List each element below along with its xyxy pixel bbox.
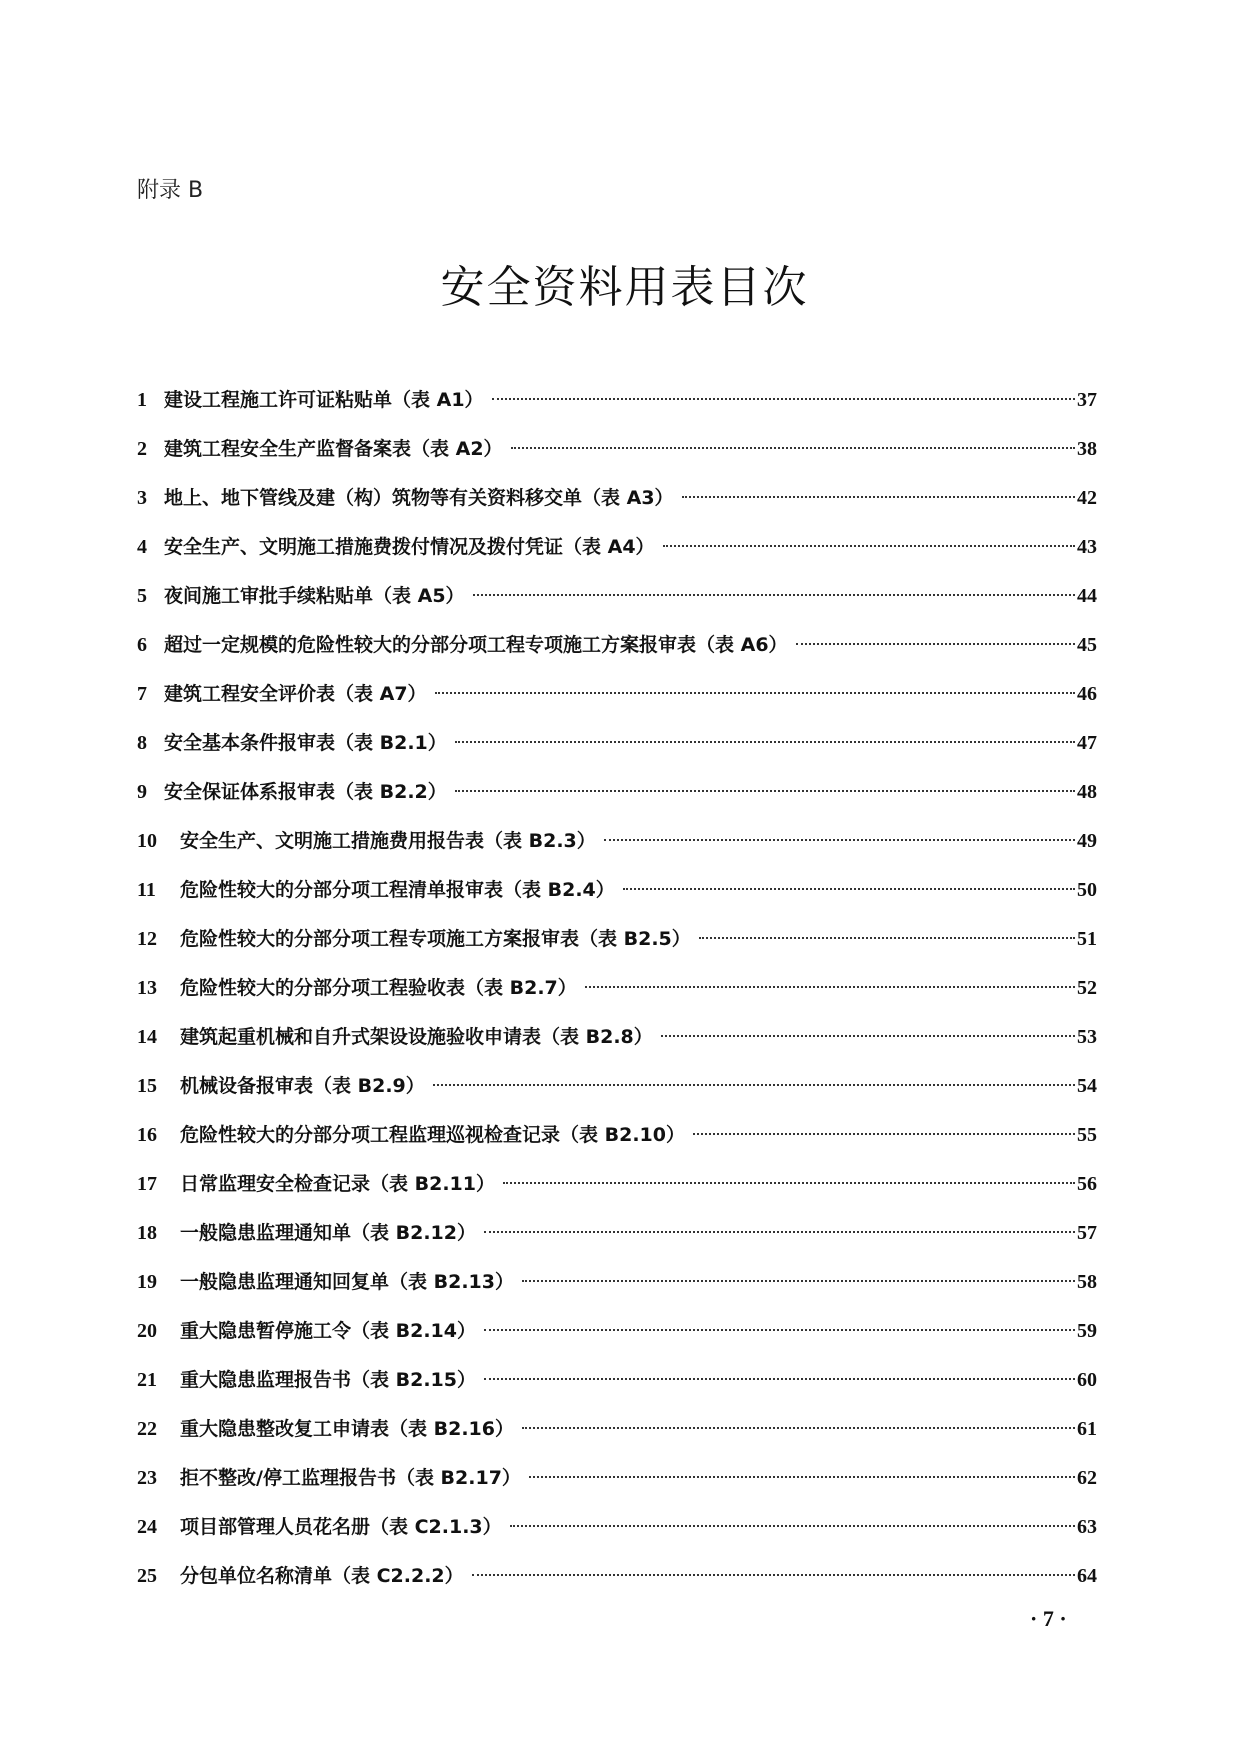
toc-dot-leader xyxy=(473,594,1075,596)
toc-entry-number: 23 xyxy=(137,1467,157,1489)
toc-entry-title: 项目部管理人员花名册（表 C2.1.3） xyxy=(180,1516,502,1538)
toc-entry-number: 5 xyxy=(137,585,147,607)
toc-entry[interactable] xyxy=(137,1167,1097,1216)
toc-entry[interactable] xyxy=(137,1118,1097,1167)
toc-dot-leader xyxy=(522,1427,1075,1429)
toc-entry-number: 15 xyxy=(137,1075,157,1097)
toc-entry[interactable] xyxy=(137,971,1097,1020)
toc-dot-leader xyxy=(796,643,1075,645)
page-title: 安全资料用表目次 xyxy=(440,262,809,313)
toc-entry[interactable] xyxy=(137,824,1097,873)
toc-entry-title: 危险性较大的分部分项工程清单报审表（表 B2.4） xyxy=(180,879,615,901)
toc-entry[interactable] xyxy=(137,1461,1097,1510)
toc-entry-title: 拒不整改/停工监理报告书（表 B2.17） xyxy=(180,1467,521,1489)
toc-entry-page: 58 xyxy=(1077,1271,1097,1293)
toc-dot-leader xyxy=(433,1084,1075,1086)
toc-entry-number: 9 xyxy=(137,781,147,803)
toc-entry-number: 11 xyxy=(137,879,156,901)
toc-dot-leader xyxy=(529,1476,1075,1478)
toc-dot-leader xyxy=(623,888,1075,890)
toc-entry-title: 安全生产、文明施工措施费用报告表（表 B2.3） xyxy=(180,830,596,852)
toc-dot-leader xyxy=(484,1378,1075,1380)
toc-dot-leader xyxy=(663,545,1075,547)
toc-entry-title: 一般隐患监理通知单（表 B2.12） xyxy=(180,1222,476,1244)
toc-entry[interactable] xyxy=(137,1363,1097,1412)
toc-entry-page: 59 xyxy=(1077,1320,1097,1342)
toc-entry-number: 12 xyxy=(137,928,157,950)
toc-entry-page: 53 xyxy=(1077,1026,1097,1048)
toc-entry-title: 地上、地下管线及建（构）筑物等有关资料移交单（表 A3） xyxy=(164,487,674,509)
toc-entry[interactable] xyxy=(137,579,1097,628)
toc-entry-number: 25 xyxy=(137,1565,157,1587)
toc-dot-leader xyxy=(682,496,1075,498)
toc-entry-title: 夜间施工审批手续粘贴单（表 A5） xyxy=(164,585,465,607)
toc-entry[interactable] xyxy=(137,1412,1097,1461)
toc-dot-leader xyxy=(503,1182,1075,1184)
toc-entry-title: 建筑起重机械和自升式架设设施验收申请表（表 B2.8） xyxy=(180,1026,653,1048)
toc-entry-page: 62 xyxy=(1077,1467,1097,1489)
toc-entry-title: 重大隐患暂停施工令（表 B2.14） xyxy=(180,1320,476,1342)
toc-entry-number: 21 xyxy=(137,1369,157,1391)
toc-dot-leader xyxy=(661,1035,1075,1037)
toc-entry-number: 4 xyxy=(137,536,147,558)
toc-entry-page: 43 xyxy=(1077,536,1097,558)
toc-dot-leader xyxy=(455,790,1075,792)
toc-entry-title: 建设工程施工许可证粘贴单（表 A1） xyxy=(164,389,484,411)
toc-dot-leader xyxy=(492,398,1075,400)
toc-entry-page: 47 xyxy=(1077,732,1097,754)
toc-dot-leader xyxy=(435,692,1075,694)
toc-entry-page: 52 xyxy=(1077,977,1097,999)
page-number: · 7 · xyxy=(1030,1606,1067,1631)
toc-entry-title: 超过一定规模的危险性较大的分部分项工程专项施工方案报审表（表 A6） xyxy=(164,634,788,656)
toc-entry-number: 10 xyxy=(137,830,157,852)
toc-entry-title: 分包单位名称清单（表 C2.2.2） xyxy=(180,1565,464,1587)
toc-entry-page: 42 xyxy=(1077,487,1097,509)
toc-entry-page: 38 xyxy=(1077,438,1097,460)
toc-entry[interactable] xyxy=(137,677,1097,726)
toc-entry-title: 危险性较大的分部分项工程验收表（表 B2.7） xyxy=(180,977,577,999)
toc-entry[interactable] xyxy=(137,1265,1097,1314)
toc-entry[interactable] xyxy=(137,432,1097,481)
toc-entry-title: 安全生产、文明施工措施费拨付情况及拨付凭证（表 A4） xyxy=(164,536,655,558)
toc-entry-page: 37 xyxy=(1077,389,1097,411)
toc-dot-leader xyxy=(511,447,1075,449)
toc-dot-leader xyxy=(484,1231,1075,1233)
toc-entry-page: 45 xyxy=(1077,634,1097,656)
toc-dot-leader xyxy=(604,839,1075,841)
toc-entry-title: 日常监理安全检查记录（表 B2.11） xyxy=(180,1173,495,1195)
toc-entry-page: 63 xyxy=(1077,1516,1097,1538)
toc-dot-leader xyxy=(693,1133,1075,1135)
toc-entry-title: 危险性较大的分部分项工程监理巡视检查记录（表 B2.10） xyxy=(180,1124,685,1146)
toc-entry[interactable] xyxy=(137,1069,1097,1118)
toc-entry-page: 60 xyxy=(1077,1369,1097,1391)
toc-entry-number: 8 xyxy=(137,732,147,754)
toc-dot-leader xyxy=(510,1525,1075,1527)
toc-entry-number: 22 xyxy=(137,1418,157,1440)
toc-dot-leader xyxy=(585,986,1075,988)
toc-entry-page: 64 xyxy=(1077,1565,1097,1587)
toc-entry-title: 一般隐患监理通知回复单（表 B2.13） xyxy=(180,1271,514,1293)
toc-entry-title: 重大隐患监理报告书（表 B2.15） xyxy=(180,1369,476,1391)
toc-entry-number: 16 xyxy=(137,1124,157,1146)
toc-dot-leader xyxy=(699,937,1075,939)
toc-entry-number: 1 xyxy=(137,389,147,411)
toc-entry-page: 54 xyxy=(1077,1075,1097,1097)
toc-entry-title: 安全保证体系报审表（表 B2.2） xyxy=(164,781,447,803)
toc-entry[interactable] xyxy=(137,1216,1097,1265)
toc-entry[interactable] xyxy=(137,481,1097,530)
toc-dot-leader xyxy=(472,1574,1075,1576)
toc-entry-number: 17 xyxy=(137,1173,157,1195)
toc-entry[interactable] xyxy=(137,775,1097,824)
toc-entry-number: 2 xyxy=(137,438,147,460)
toc-entry-page: 49 xyxy=(1077,830,1097,852)
toc-entry-page: 46 xyxy=(1077,683,1097,705)
toc-entry-number: 6 xyxy=(137,634,147,656)
appendix-label: 附录 B xyxy=(137,178,204,203)
toc-entry[interactable] xyxy=(137,873,1097,922)
toc-entry-number: 20 xyxy=(137,1320,157,1342)
toc-entry-title: 建筑工程安全评价表（表 A7） xyxy=(164,683,427,705)
toc-entry-number: 7 xyxy=(137,683,147,705)
toc-entry-title: 建筑工程安全生产监督备案表（表 A2） xyxy=(164,438,503,460)
toc-entry-number: 24 xyxy=(137,1516,157,1538)
toc-entry[interactable] xyxy=(137,628,1097,677)
toc-entry[interactable] xyxy=(137,1510,1097,1559)
toc-entry-title: 危险性较大的分部分项工程专项施工方案报审表（表 B2.5） xyxy=(180,928,691,950)
toc-entry-number: 19 xyxy=(137,1271,157,1293)
toc-dot-leader xyxy=(484,1329,1075,1331)
toc-entry[interactable] xyxy=(137,726,1097,775)
toc-entry-page: 56 xyxy=(1077,1173,1097,1195)
toc-entry-number: 14 xyxy=(137,1026,157,1048)
toc-entry-number: 18 xyxy=(137,1222,157,1244)
toc-entry-page: 51 xyxy=(1077,928,1097,950)
toc-entry-number: 13 xyxy=(137,977,157,999)
toc-entry[interactable] xyxy=(137,1020,1097,1069)
toc-entry[interactable] xyxy=(137,383,1097,432)
table-of-contents xyxy=(137,383,1097,1608)
toc-entry-title: 机械设备报审表（表 B2.9） xyxy=(180,1075,425,1097)
toc-entry-page: 48 xyxy=(1077,781,1097,803)
toc-entry-page: 50 xyxy=(1077,879,1097,901)
toc-entry-page: 44 xyxy=(1077,585,1097,607)
toc-dot-leader xyxy=(455,741,1075,743)
toc-entry[interactable] xyxy=(137,1559,1097,1608)
toc-dot-leader xyxy=(522,1280,1075,1282)
toc-entry-title: 重大隐患整改复工申请表（表 B2.16） xyxy=(180,1418,514,1440)
toc-entry-page: 55 xyxy=(1077,1124,1097,1146)
toc-entry-page: 61 xyxy=(1077,1418,1097,1440)
toc-entry-page: 57 xyxy=(1077,1222,1097,1244)
toc-entry[interactable] xyxy=(137,530,1097,579)
toc-entry-title: 安全基本条件报审表（表 B2.1） xyxy=(164,732,447,754)
toc-entry[interactable] xyxy=(137,1314,1097,1363)
toc-entry[interactable] xyxy=(137,922,1097,971)
toc-entry-number: 3 xyxy=(137,487,147,509)
